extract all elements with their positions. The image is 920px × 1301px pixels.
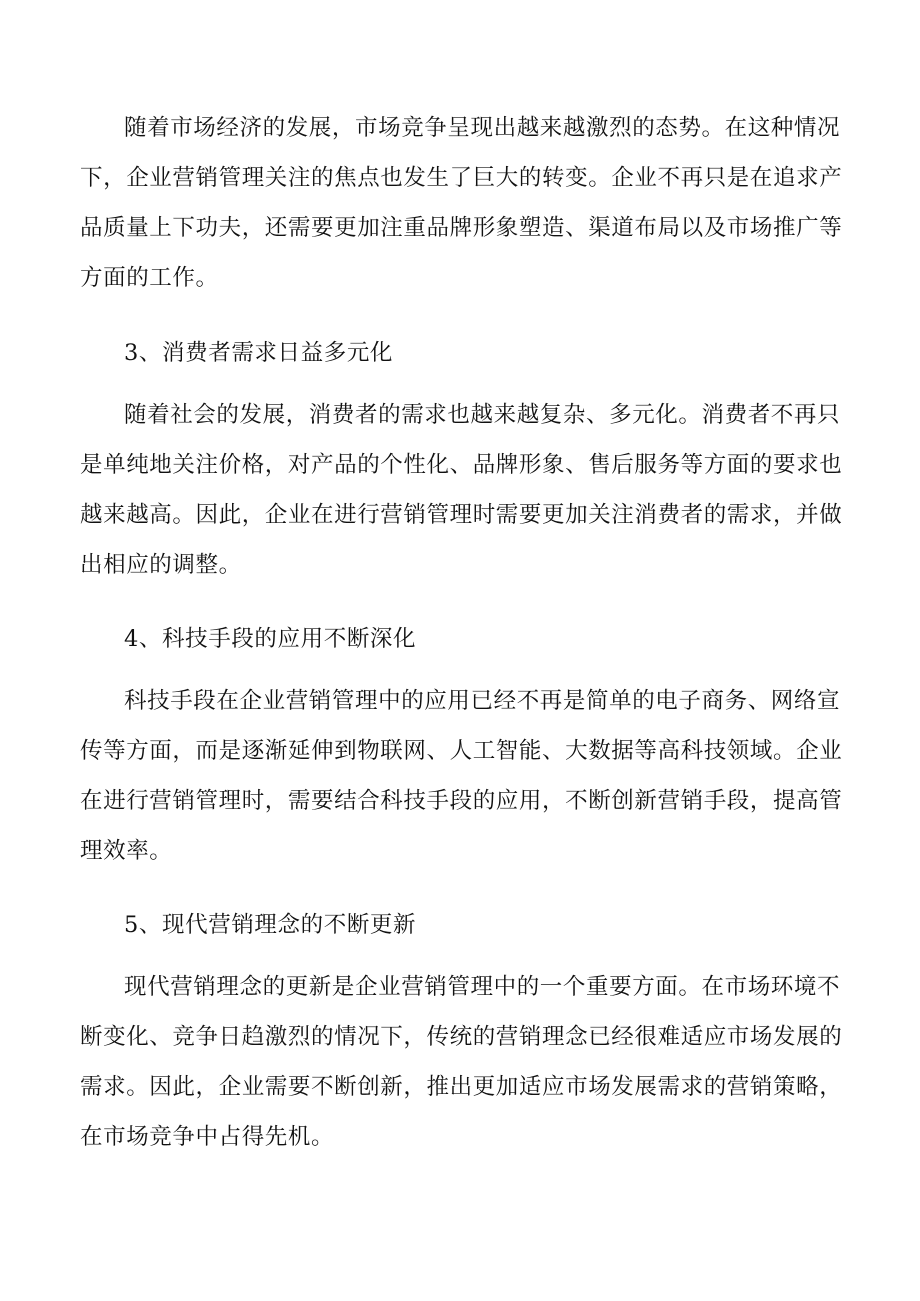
paragraph-4-line-1: 科技手段在企业营销管理中的应用已经不再是简单的电子商务、网络宣: [124, 688, 841, 714]
paragraph-5-line-4: 在市场竞争中占得先机。: [80, 1124, 335, 1150]
paragraph-1-line-4: 方面的工作。: [80, 265, 219, 291]
section-heading-3: 3、消费者需求日益多元化: [124, 340, 394, 366]
paragraph-3-line-2: 是单纯地关注价格，对产品的个性化、品牌形象、售后服务等方面的要求也: [80, 452, 843, 478]
paragraph-1-line-1: 随着市场经济的发展，市场竞争呈现出越来越激烈的态势。在这种情况: [124, 115, 841, 141]
paragraph-5-line-3: 需求。因此，企业需要不断创新，推出更加适应市场发展需求的营销策略，: [80, 1074, 843, 1100]
paragraph-4-line-4: 理效率。: [80, 838, 173, 864]
paragraph-3-line-4: 出相应的调整。: [80, 552, 242, 578]
paragraph-3-line-1: 随着社会的发展，消费者的需求也越来越复杂、多元化。消费者不再只: [124, 402, 841, 428]
paragraph-5-line-1: 现代营销理念的更新是企业营销管理中的一个重要方面。在市场环境不: [124, 974, 841, 1000]
paragraph-5-line-2: 断变化、竞争日趋激烈的情况下，传统的营销理念已经很难适应市场发展的: [80, 1024, 843, 1050]
paragraph-4-line-3: 在进行营销管理时，需要结合科技手段的应用，不断创新营销手段，提高管: [80, 788, 843, 814]
paragraph-4-line-2: 传等方面，而是逐渐延伸到物联网、人工智能、大数据等高科技领域。企业: [80, 738, 843, 764]
section-heading-4: 4、科技手段的应用不断深化: [124, 626, 417, 652]
paragraph-3-line-3: 越来越高。因此，企业在进行营销管理时需要更加关注消费者的需求，并做: [80, 502, 843, 528]
paragraph-1-line-3: 品质量上下功夫，还需要更加注重品牌形象塑造、渠道布局以及市场推广等: [80, 215, 843, 241]
paragraph-1-line-2: 下，企业营销管理关注的焦点也发生了巨大的转变。企业不再只是在追求产: [80, 165, 843, 191]
section-heading-5: 5、现代营销理念的不断更新: [124, 912, 417, 938]
